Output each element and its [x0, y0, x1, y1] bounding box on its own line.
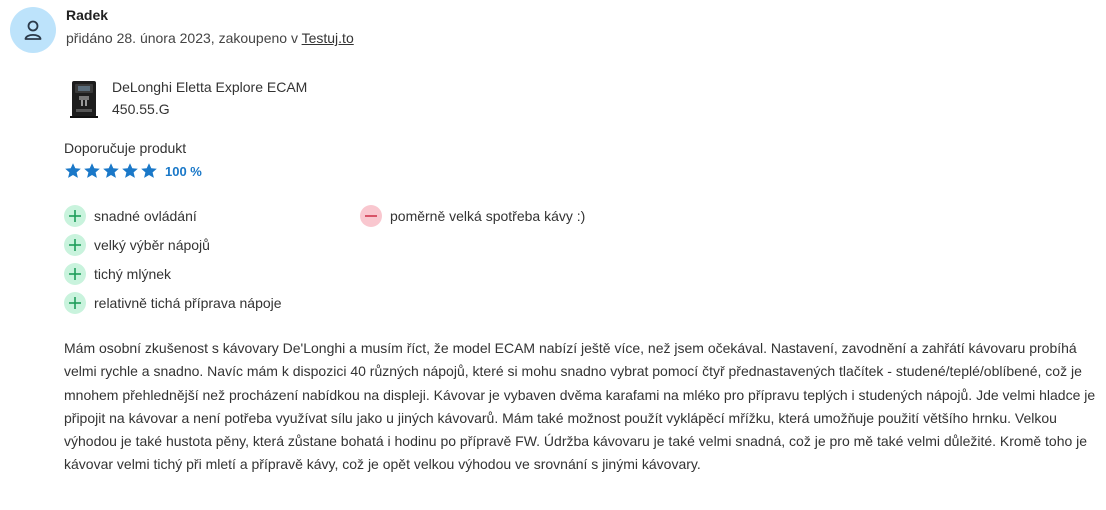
product-info[interactable] — [66, 76, 308, 122]
pro-item — [64, 263, 282, 285]
author-name: Radek — [66, 7, 109, 23]
pro-item — [64, 292, 282, 314]
con-item — [360, 205, 585, 227]
plus-icon — [64, 234, 86, 256]
star-icon — [121, 162, 139, 180]
review-date: přidáno 28. února 2023, zakoupeno v — [66, 30, 302, 46]
star-rating — [64, 162, 159, 180]
review-meta — [66, 30, 354, 46]
plus-icon — [64, 292, 86, 314]
pro-text: velký výběr nápojů — [94, 237, 210, 253]
pro-item — [64, 234, 282, 256]
cons-list — [360, 205, 585, 234]
con-text: poměrně velká spotřeba kávy :) — [390, 208, 586, 224]
pro-text: snadné ovládání — [94, 208, 197, 224]
pro-text: tichý mlýnek — [94, 266, 172, 282]
star-icon — [83, 162, 101, 180]
user-icon — [23, 19, 43, 41]
product-code: 450.55.G — [112, 101, 170, 117]
star-icon — [64, 162, 82, 180]
plus-icon — [64, 263, 86, 285]
pro-text: relativně tichá příprava nápoje — [94, 295, 282, 311]
star-icon — [102, 162, 120, 180]
product-name[interactable]: DeLonghi Eletta Explore ECAM — [112, 79, 308, 95]
plus-icon — [64, 205, 86, 227]
pro-item — [64, 205, 282, 227]
review-text: Mám osobní zkušenost s kávovary De'Longhi a musím říct, že model ECAM nabízí ještě více, než jsem očekával. Nastavení, zavodnění a zahřátí kávovaru probíhá velmi rychle a snadno. Navíc mám k dispozici 40 různých nápojů, které si mohu snadno vybrat pomocí čtyř přednastavených tlačítek - studené/teplé/oblíbené, což je mnohem přehlednější než procházení nabídkou na displeji. Kávovar je vybaven dvěma karafami na mléko pro přípravu teplých i studených nápojů. Jde velmi hladce je připojit na kávovar a není potřeba využívat sílu jako u jiných kávovarů. Mám také možnost použít vyklápěcí mřížku, která umožňuje použití většího hrnku. Velkou výhodou je také hustota pěny, která zůstane bohatá i hodinu po přípravě FW. Údržba kávovaru je také velmi snadná, což je pro mě také velmi důležité. Kromě toho je kávovar velmi tichý při mletí a přípravě kávy, což je opět velkou výhodou ve srovnání s jinými kávovary. — [64, 340, 1096, 473]
star-icon — [140, 162, 158, 180]
shop-link[interactable]: Testuj.to — [301, 30, 354, 46]
avatar — [10, 7, 56, 53]
product-image[interactable] — [66, 78, 102, 120]
rating — [64, 162, 202, 180]
rating-percent: 100 % — [165, 163, 202, 179]
pros-list — [64, 205, 282, 321]
minus-icon — [360, 205, 382, 227]
recommendation-label: Doporučuje produkt — [64, 140, 187, 156]
